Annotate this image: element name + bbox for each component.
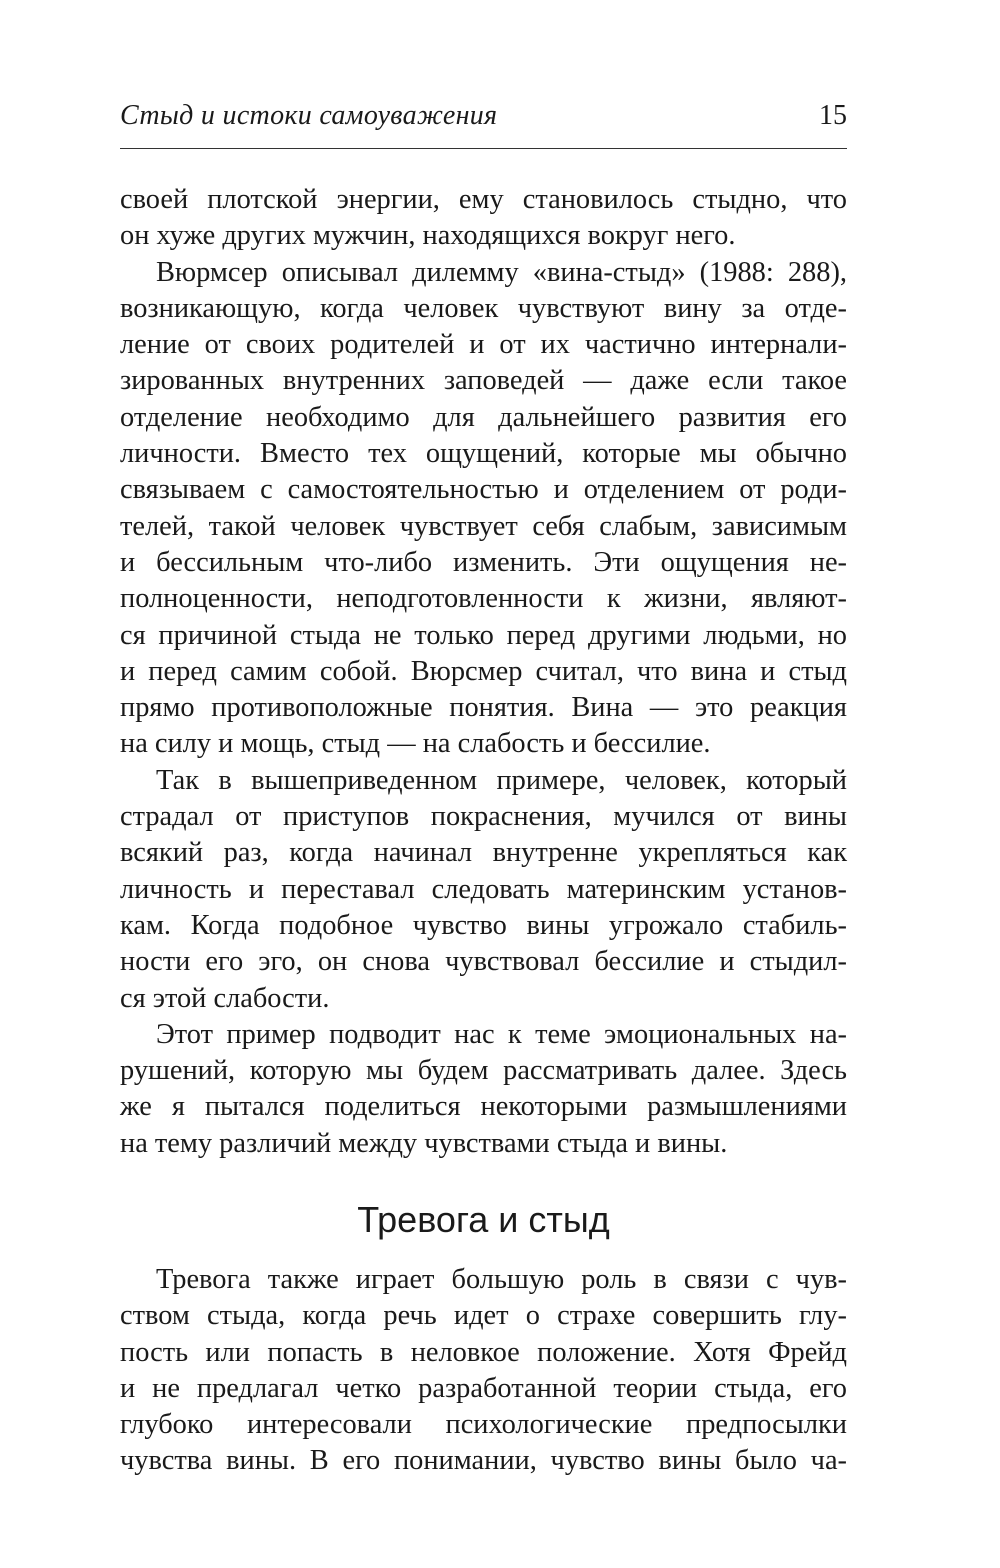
- running-header: [120, 96, 847, 149]
- text-line: телей, такой человек чувствует себя слабым, зависимым: [120, 510, 847, 542]
- text-line: возникающую, когда человек чувствуют вину за отде-: [120, 292, 847, 324]
- section-heading: Тревога и стыд: [357, 1199, 610, 1240]
- paragraph-5: [120, 1262, 847, 1480]
- text-line: Так в вышеприведенном примере, человек, который: [156, 764, 847, 796]
- text-line: зированных внутренних заповедей — даже если такое: [120, 365, 847, 397]
- body-text-top: [120, 182, 847, 1162]
- text-line: и бессильным что-либо изменить. Эти ощущения не-: [120, 546, 847, 578]
- text-line: прямо противоположные понятия. Вина — это реакция: [120, 692, 847, 724]
- text-line: личность и переставал следовать материнским установ-: [120, 873, 847, 905]
- paragraph-3: [120, 763, 847, 1017]
- text-line: на силу и мощь, стыд — на слабость и бессилие.: [120, 728, 711, 760]
- text-line: кам. Когда подобное чувство вины угрожало стабиль-: [120, 909, 847, 941]
- body-text-section: [120, 1262, 847, 1480]
- text-line: Тревога также играет большую роль в связи с чув-: [156, 1264, 847, 1295]
- page-number: 15: [819, 100, 847, 131]
- text-line: глубоко интересовали психологические предпосылки: [120, 1409, 847, 1441]
- text-line: Этот пример подводит нас к теме эмоциональных на-: [156, 1018, 847, 1050]
- text-line: личности. Вместо тех ощущений, которые мы обычно: [120, 438, 847, 470]
- text-line: же я пытался поделиться некоторыми размышлениями: [120, 1091, 847, 1123]
- running-header-title: Стыд и истоки самоуважения: [120, 100, 498, 131]
- text-line: ся этой слабости.: [120, 982, 330, 1014]
- text-line: чувства вины. В его понимании, чувство вины было ча-: [120, 1445, 847, 1477]
- text-line: страдал от приступов покраснения, мучился от вины: [120, 801, 847, 833]
- text-line: ством стыда, когда речь идет о страхе совершить глу-: [120, 1300, 847, 1332]
- text-line: и не предлагал четко разработанной теории стыда, его: [120, 1372, 847, 1404]
- text-line: полноценности, неподготовленности к жизни, являют-: [120, 583, 847, 615]
- paragraph-4: [120, 1017, 847, 1162]
- paragraph-1: [120, 182, 847, 255]
- text-line: на тему различий между чувствами стыда и вины.: [120, 1127, 728, 1159]
- text-line: ности его эго, он снова чувствовал бессилие и стыдил-: [120, 946, 847, 978]
- text-line: ление от своих родителей и от их частично интернали-: [120, 329, 847, 361]
- text-line: и перед самим собой. Вюрсмер считал, что вина и стыд: [120, 655, 847, 687]
- text-line: рушений, которую мы будем рассматривать далее. Здесь: [120, 1055, 847, 1087]
- text-line: ся причиной стыда не только перед другими людьми, но: [120, 619, 847, 651]
- text-line: отделение необходимо для дальнейшего развития его: [120, 401, 847, 433]
- text-line: пость или попасть в неловкое положение. Хотя Фрейд: [120, 1336, 847, 1368]
- paragraph-2: [120, 255, 847, 763]
- text-line: Вюрмсер описывал дилемму «вина-стыд» (1988: 288),: [156, 256, 847, 288]
- text-line: он хуже других мужчин, находящихся вокруг него.: [120, 220, 736, 252]
- text-line: всякий раз, когда начинал внутренне укрепляться как: [120, 837, 847, 869]
- text-line: своей плотской энергии, ему становилось стыдно, что: [120, 184, 847, 215]
- text-line: связываем с самостоятельностью и отделением от роди-: [120, 474, 847, 506]
